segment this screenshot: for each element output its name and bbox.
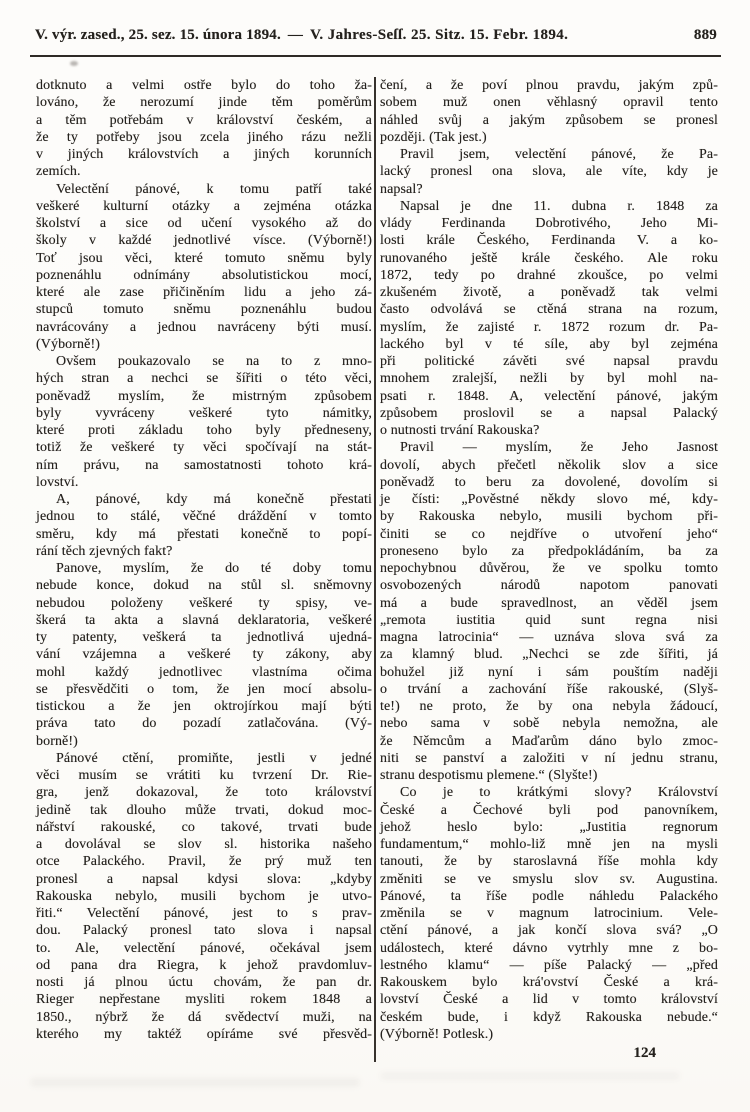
text-line: tanouti, že by staroslavná říše mohla kdy <box>380 854 718 870</box>
text-line: byly vyvráceny veškeré tyto námitky, <box>36 405 372 421</box>
text-line: činiti se co nejdříve o utvoření jeho“ <box>380 526 718 542</box>
signature-mark: 124 <box>633 1045 656 1061</box>
text-line: (Výborně!) <box>36 336 100 352</box>
text-columns <box>36 77 718 1062</box>
text-line: (Výborně! Potlesk.) <box>380 1026 494 1042</box>
text-line: kterého my taktéž opíráme své přesvěd- <box>36 1026 372 1042</box>
text-line: v jiných královstvích a jiných korunních <box>36 147 372 162</box>
text-line: nebude konce, dokud na stůl sl. sněmovny <box>36 578 372 594</box>
text-line: jedině tak dlouho může trvati, dokud moc- <box>36 802 372 818</box>
text-line: dotknuto a velmi ostře bylo do toho ža- <box>36 78 372 93</box>
paragraph <box>380 146 718 198</box>
text-line: jednou to stálé, věčné dráždění v tomto <box>36 509 372 525</box>
text-line: napsal? <box>380 181 423 197</box>
text-line: za klamný blud. „Nechci se zde šířiti, já <box>380 647 718 663</box>
text-line: později. (Tak jest.) <box>380 129 487 145</box>
text-line: Velectění pánové, k tomu patří také <box>56 181 372 197</box>
text-line: změnila se v magnum latrocinium. Vele- <box>380 906 718 921</box>
text-line: poznenáhlu odnímány absolutistickou mocí, <box>36 267 372 283</box>
text-line: často odvolává se ctěná strana na rozum, <box>380 302 718 318</box>
text-line: myslím, že zajisté r. 1872 rozum dr. Pa- <box>380 319 718 335</box>
text-line: Pánové, ta říše podle náhledu Palackého <box>380 888 718 904</box>
text-line: o nutnosti trvání Rakouska? <box>380 423 540 438</box>
text-line: ním právu, na samostatnosti tohoto krá- <box>36 457 372 473</box>
text-line: zemích. <box>36 164 81 180</box>
text-line: dovolí, abych přečetl několik slov a sice <box>380 457 718 473</box>
text-line: runovaného ještě krále českého. Ale roku <box>380 250 718 266</box>
text-line: stranu despotismu plemene.“ (Slyšte!) <box>380 768 598 783</box>
column-divider <box>374 77 376 1062</box>
paragraph <box>380 77 718 146</box>
text-line: otce Palackého. Pravil, že prý muž ten <box>36 854 372 870</box>
text-line: událostech, které dávno vytrhly mne z bo- <box>380 940 718 956</box>
paragraph <box>36 353 372 491</box>
text-line: osvobozených národů napotom panovati <box>380 578 718 594</box>
text-line: vání vzájemna a veškeré ty zákony, aby <box>36 647 372 663</box>
paragraph <box>380 784 718 1043</box>
right-column <box>380 77 718 1062</box>
text-line: A, pánové, kdy má konečně přestati <box>56 492 372 507</box>
text-line: způsobem proslovil se a napsal Palacký <box>380 405 718 421</box>
text-line: gra, jenž dokazoval, že toto království <box>36 785 372 801</box>
text-line: nebo sama v sobě nebyla nemožna, ale <box>380 716 718 732</box>
text-line: že ty potřeby jsou zcela jiného rázu nežli <box>36 129 372 145</box>
text-line: se přesvědčiti o tom, že jen mocí absolu- <box>36 681 372 697</box>
text-line: tistickou a že jen oktrojírkou mají býti <box>36 699 372 714</box>
text-line: sobem muž onen věhlasný opravil tento <box>380 95 718 111</box>
text-line: o trvání a zachování říše rakouské, (Slyš- <box>380 681 718 697</box>
text-line: věci musím se vrátiti ku tvrzení Dr. Rie- <box>36 768 372 783</box>
text-line: nepochybnou důvěrou, že ve spolku tomto <box>380 561 718 576</box>
text-line: Rieger nepřestane mysliti rokem 1848 a <box>36 992 372 1008</box>
header-german-date: V. Jahres-Seſſ. 25. Sitz. 15. Febr. 1894. <box>310 27 569 43</box>
text-line: bohužel již nyní i sám pouštím naději <box>380 664 718 680</box>
text-line: poněvadž myslím, že mistrným způsobem <box>36 388 372 404</box>
text-line: Pravil — myslím, že Jeho Jasnost <box>400 440 718 456</box>
paragraph <box>380 439 718 784</box>
text-line: Napsal je dne 11. dubna r. 1848 za <box>400 198 718 214</box>
text-line: Ovšem poukazovalo se na to z mno- <box>56 354 372 369</box>
header-rule <box>30 55 721 57</box>
text-line: stupců tomuto sněmu poznenáhlu budou <box>36 302 372 318</box>
text-line: 1850., nýbrž že dá svědectví muži, na <box>36 1009 372 1025</box>
text-line: niti se panství a založiti v ní jednu stranu, <box>380 750 718 766</box>
text-line: proneseno bylo za předpokládáním, ba za <box>380 543 718 559</box>
text-line: veškeré kulturní otázky a zejména otázka <box>36 198 372 214</box>
text-line: nebudou položeny veškeré ty spisy, ve- <box>36 595 372 611</box>
text-line: psati r. 1848. A, velectění pánové, jakým <box>380 388 718 404</box>
text-line: lacký pronesl ona slova, ale víte, kdy je <box>380 164 718 180</box>
text-line: navrácovány a jednou navráceny býti musí. <box>36 319 372 335</box>
paragraph <box>36 560 372 750</box>
text-line: má a bude spravedlnost, an věděl jsem <box>380 595 718 611</box>
header-czech-date: V. výr. zased., 25. sez. 15. února 1894. <box>35 27 281 43</box>
paragraph <box>36 181 372 354</box>
header-session-titles <box>35 27 568 44</box>
text-line: škerá ta akta a slavná deklaratoria, veškeré <box>36 612 372 628</box>
text-line: by Rakouska nebylo, musili bychom při- <box>380 509 718 525</box>
text-line: a těm potřebám v království českém, a <box>36 112 372 128</box>
text-line: České a Čechové byli pod panovníkem, <box>380 802 718 818</box>
text-line: hých stran a nechci se šířiti o této věci, <box>36 371 372 387</box>
text-line: českém bude, i když Rakouska nebude.“ <box>380 1009 718 1025</box>
text-line: ty patenty, veškerá ta jednotlivá ujedná- <box>36 630 372 645</box>
text-line: magna latrocinia“ — uznáva slova svá za <box>380 630 718 645</box>
text-line: jehož heslo bylo: „Justitia regnorum <box>380 819 718 835</box>
text-line: nářství rakouské, co takové, trvati bude <box>36 819 372 835</box>
page-number: 889 <box>693 27 717 43</box>
text-line: rání těch zjevných fakt? <box>36 543 173 559</box>
text-line: lováno, že nerozumí jinde těm poměrům <box>36 95 372 111</box>
text-line: náhled svůj a jakým způsobem se pronesl <box>380 112 718 128</box>
text-line: Co je to krátkými slovy? Království <box>400 785 718 801</box>
text-line: při politické závěti své napsal pravdu <box>380 354 718 369</box>
text-line: Pravil jsem, velectění pánové, že Pa- <box>400 147 718 162</box>
text-line: řiti.“ Velectění pánové, jest to s prav- <box>36 906 372 921</box>
paragraph <box>36 77 372 181</box>
paragraph <box>36 750 372 1043</box>
text-line: lestného klamu“ — píše Palacký — „před <box>380 957 718 973</box>
text-line: poněvadž to beru za dovolené, dovolím si <box>380 474 718 490</box>
text-line: lovství. <box>36 474 79 490</box>
scan-artifact <box>30 1078 360 1087</box>
header-dash: — <box>287 27 304 43</box>
text-line: dou. Palacký pronesl tato slova i napsal <box>36 923 372 939</box>
text-line: mohl každý jednotlivec vlastníma očima <box>36 664 372 680</box>
paragraph <box>380 198 718 440</box>
text-line: 1872, tedy po drahné zkoušce, po velmi <box>380 267 718 283</box>
scan-artifact <box>380 1072 680 1080</box>
text-line: směru, kdy má přestati konečně to popí- <box>36 526 372 542</box>
text-line: školství a sice od učení vysokého až do <box>36 216 372 231</box>
text-line: lackého byl v té síle, aby byl zejména <box>380 336 718 352</box>
text-line: Pánové ctění, promiňte, jestli v jedné <box>56 750 372 766</box>
text-line: práva tato do pozadí zatlačována. (Vý- <box>36 716 372 732</box>
text-line: lovství České a lid v tomto království <box>380 992 718 1008</box>
text-line: je čísti: „Pověstné někdy slovo mé, kdy- <box>380 492 718 507</box>
text-line: borně!) <box>36 733 78 749</box>
scan-speck <box>70 61 78 66</box>
text-line: nosti já plnou úctu chovám, že pan dr. <box>36 975 372 990</box>
text-line: školy v každé jednotlivé vísce. (Výborně!) <box>36 233 372 249</box>
text-line: „remota iustitia quid sunt regna nisi <box>380 612 718 628</box>
running-header <box>35 27 717 44</box>
text-line: mnohem zralejší, nežli by byl mohl na- <box>380 371 718 387</box>
text-line: ctění pánové, a jak končí slova svá? „O <box>380 923 718 939</box>
text-line: Rakouska nebylo, musili bychom je utvo- <box>36 888 372 904</box>
text-line: čení, a že poví plnou pravdu, jakým způ- <box>380 78 718 93</box>
left-column <box>36 77 372 1062</box>
text-line: pronesl a napsal kdysi slova: „kdyby <box>36 871 372 887</box>
text-line: Panove, myslím, že do té doby tomu <box>56 561 372 576</box>
text-line: a dovolával se slov sl. historika našeho <box>36 837 372 852</box>
paragraph <box>36 491 372 560</box>
text-line: to. Ale, velectění pánové, očekával jsem <box>36 940 372 956</box>
text-line: totiž že veškeré ty věci spočívají na stát- <box>36 440 372 456</box>
text-line: fundamentum,“ mohlo-liž mně jen na mysli <box>380 837 718 852</box>
text-line: že Němcům a Maďarům dáno bylo zmoc- <box>380 733 718 749</box>
text-line: Rakouskem bylo krá'ovství České a krá- <box>380 975 718 990</box>
text-line: te!) ne proto, že by ona nebyla žádoucí, <box>380 699 718 714</box>
text-line: Toť jsou věci, které tomuto sněmu byly <box>36 250 372 266</box>
text-line: změniti se ve smyslu slov sv. Augustina. <box>380 871 718 887</box>
text-line: losti krále Českého, Ferdinanda V. a ko- <box>380 233 718 249</box>
text-line: zkušeném životě, a poněvadž tak velmi <box>380 285 718 300</box>
text-line: které proti základu toho byly předneseny, <box>36 423 372 438</box>
text-line: které ale zase přičiněním lidu a jeho zá- <box>36 285 372 300</box>
text-line: vlády Ferdinanda Dobrotivého, Jeho Mi- <box>380 216 718 231</box>
text-line: od pana dra Riegra, k jehož pravdomluv- <box>36 957 372 973</box>
